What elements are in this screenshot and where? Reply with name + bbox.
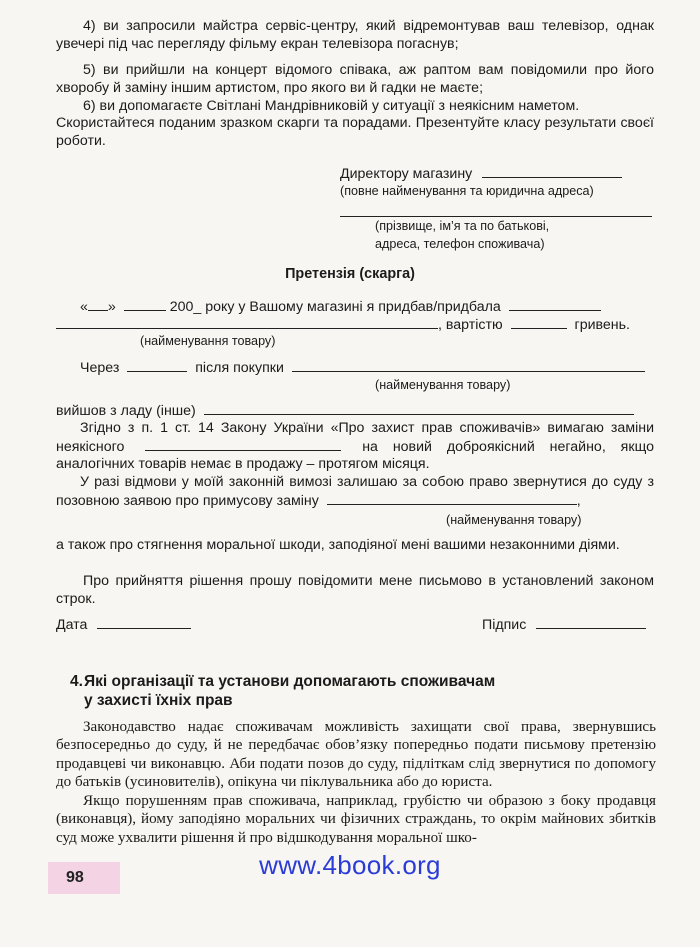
cost-blank — [511, 316, 567, 329]
cost-label: , вартістю — [438, 317, 503, 333]
complaint-refusal-paragraph — [56, 474, 654, 510]
refusal-text: У разі відмови у моїй законній вимозі залишаю за собою право звернутися до суду з позовною заявою про примусову заміну — [56, 474, 654, 509]
complaint-cost-line — [56, 316, 630, 334]
complaint-broke-line — [56, 402, 634, 420]
date-label: Дата — [56, 617, 88, 633]
address-note-consumer-1: (прізвище, ім’я та по батькові, — [375, 219, 550, 233]
complaint-law-paragraph — [56, 420, 654, 474]
law-text-2: на новий доброякісний негайно, якщо аналогічних товарів немає в продажу – протягом місяця. — [56, 438, 654, 473]
note-product-2: (найменування товару) — [375, 378, 511, 392]
currency-label: гривень. — [574, 317, 630, 333]
period-blank — [127, 359, 187, 372]
complaint-notify-paragraph: Про прийняття рішення прошу повідомити мене письмово в установлений законом строк. — [56, 573, 654, 607]
section-paragraph-1: Законодавство надає споживачам можливість захищати свої права, звернувшись безпосередньо до суду, й не передбачає обов’язку попередньо подати письмову претензію продавцеві чи виконавцю. Аби подати позов до суду, підліткам слід звернутися по допомогу до батьків (усиновителів), опікуна чи піклувальника або до юриста. — [56, 719, 656, 791]
address-line-director — [340, 165, 622, 183]
date-field — [56, 616, 191, 634]
note-product-3: (найменування товару) — [446, 513, 582, 527]
after-purchase-label: після покупки — [195, 360, 284, 376]
quote-open: « — [80, 299, 88, 315]
watermark-link[interactable]: www.4book.org — [259, 850, 441, 880]
month-blank — [124, 298, 166, 311]
address-note-shop: (повне найменування та юридична адреса) — [340, 184, 594, 198]
task-item-6: 6) ви допомагаєте Світлані Мандрівниковій у ситуації з неякісним наметом. — [83, 98, 580, 114]
complaint-through-line — [80, 359, 645, 377]
date-text: 200_ року у Вашому магазині я придбав/придбала — [169, 299, 501, 315]
page-number: 98 — [66, 869, 84, 886]
address-note-consumer-2: адреса, телефон споживача) — [375, 237, 545, 251]
section-number: 4. — [70, 673, 83, 690]
signature-blank — [536, 616, 646, 629]
product-blank-4 — [327, 492, 577, 505]
product-name-blank — [56, 316, 438, 329]
consumer-blank — [340, 204, 652, 217]
task-item-5: 5) ви прийшли на концерт відомого співака, аж раптом вам повідомили про його хворобу й заміну іншим артистом, про якого ви й гадки не маєте; — [56, 62, 654, 96]
quote-close: » — [107, 299, 116, 315]
product-blank-1 — [509, 298, 601, 311]
day-blank — [88, 298, 108, 311]
section-heading — [70, 672, 495, 710]
product-blank-2 — [292, 359, 645, 372]
signature-label: Підпис — [482, 617, 527, 633]
task-instruction: Скористайтеся поданим зразком скарги та порадами. Презентуйте класу результати своєї роботи. — [56, 115, 654, 149]
refusal-comma: , — [576, 492, 581, 509]
date-blank — [97, 616, 191, 629]
through-label: Через — [80, 360, 120, 376]
director-blank — [482, 165, 622, 178]
signature-field — [482, 616, 646, 634]
note-product-1: (найменування товару) — [140, 334, 276, 348]
director-label: Директору магазину — [340, 166, 473, 182]
law-text-1: Згідно з п. 1 ст. 14 Закону України «Про захист прав споживачів» вимагаю заміни неякісного — [56, 420, 654, 455]
broke-label: вийшов з ладу (інше) — [56, 403, 196, 419]
complaint-title: Претензія (скарга) — [285, 266, 415, 282]
section-title-line-1: Які організації та установи допомагають споживачам — [84, 673, 496, 690]
task-item-4: 4) ви запросили майстра сервіс-центру, який відремонтував ваш телевізор, однак увечері під час перегляду фільму екран телевізора погаснув; — [56, 18, 654, 52]
complaint-date-line — [80, 298, 601, 316]
defect-blank — [204, 402, 634, 415]
section-title-line-2: у захисті їхніх прав — [84, 692, 233, 709]
product-blank-3 — [145, 438, 341, 451]
section-paragraph-2: Якщо порушенням прав споживача, наприклад, грубістю чи образою з боку продавця (виконавця), йому заподіяно моральних чи фізичних страждань, то окрім майнових збитків суд може ухвалити рішення й про відшкодування моральної шко- — [56, 793, 656, 846]
complaint-moral-paragraph: а також про стягнення моральної шкоди, заподіяної мені вашими незаконними діями. — [56, 537, 620, 553]
